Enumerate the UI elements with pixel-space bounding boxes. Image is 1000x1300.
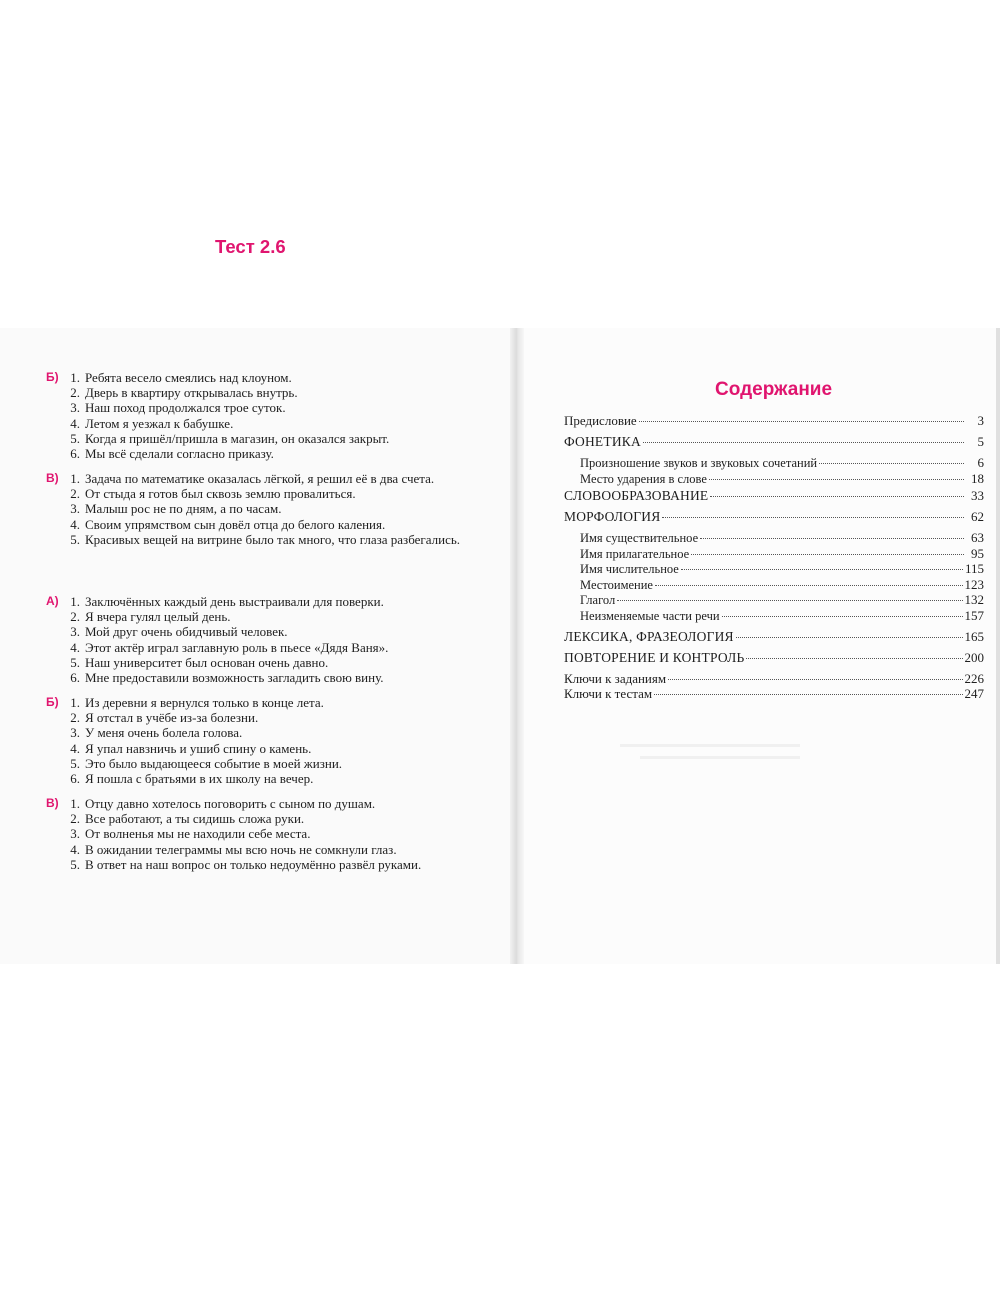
item-number: 5.	[70, 531, 80, 547]
section-letter	[46, 431, 64, 446]
toc-leader-dots	[722, 616, 963, 617]
toc-leader-dots	[681, 569, 963, 570]
toc-entry	[564, 488, 984, 509]
toc-entry-title: Произношение звуков и звуковых сочетаний	[580, 456, 818, 470]
toc-page-number: 5	[977, 434, 984, 449]
toc-page-number: 200	[964, 649, 984, 665]
section-letter	[46, 857, 64, 872]
toc-entry	[564, 471, 984, 488]
item-number: 5.	[70, 856, 80, 872]
answer-item	[46, 370, 506, 385]
item-text: Я пошла с братьями в их школу на вечер.	[85, 770, 314, 786]
answer-item	[46, 655, 506, 670]
item-number: 2.	[70, 385, 80, 401]
answer-item	[46, 446, 506, 461]
book-gutter	[510, 328, 524, 964]
item-text: Заключённых каждый день выстраивали для поверки.	[85, 594, 384, 609]
toc-entry-title: ЛЕКСИКА, ФРАЗЕОЛОГИЯ	[564, 628, 734, 644]
section-letter	[46, 710, 64, 725]
toc-leader-dots	[639, 421, 964, 422]
toc-leader-dots	[654, 694, 962, 695]
test-title: Тест 2.6	[215, 236, 286, 257]
section-letter	[46, 741, 64, 756]
answer-item	[46, 695, 506, 710]
item-number: 3.	[70, 826, 80, 842]
item-text: Мой друг очень обидчивый человек.	[85, 624, 288, 640]
section-letter	[46, 517, 64, 532]
item-number: 3.	[70, 501, 80, 517]
answer-item	[46, 842, 506, 857]
section-letter: Б)	[46, 370, 59, 384]
answer-item	[46, 640, 506, 655]
toc-leader-dots	[746, 658, 962, 659]
toc-entry-title: Место ударения в слове	[580, 472, 707, 486]
answer-item	[46, 532, 506, 547]
toc-page-number: 132	[964, 592, 984, 607]
item-text: Отцу давно хотелось поговорить с сыном по душам.	[85, 796, 376, 811]
toc-leader-dots	[736, 637, 963, 638]
answer-item	[46, 624, 506, 639]
item-number: 1.	[70, 370, 80, 385]
item-text: Это было выдающееся событие в моей жизни.	[85, 755, 343, 771]
answer-item	[46, 609, 506, 624]
toc-page-number: 6	[977, 455, 984, 470]
answer-item	[46, 385, 506, 400]
section-letter	[46, 826, 64, 841]
item-text: Все работают, а ты сидишь сложа руки.	[85, 811, 305, 827]
item-text: Задача по математике оказалась лёгкой, я решил её в два счета.	[85, 471, 435, 486]
section-letter	[46, 670, 64, 685]
toc-entry-title: ПОВТОРЕНИЕ И КОНТРОЛЬ	[564, 649, 745, 665]
answer-block-v	[46, 471, 506, 547]
toc-entry-title: Ключи к тестам	[564, 686, 653, 701]
toc-leader-dots	[710, 496, 964, 497]
answer-item	[46, 710, 506, 725]
item-number: 4.	[70, 415, 80, 431]
item-number: 4.	[70, 841, 80, 857]
section-letter	[46, 725, 64, 740]
item-number: 2.	[70, 710, 80, 726]
item-text: Я отстал в учёбе из-за болезни.	[85, 710, 259, 726]
item-text: Из деревни я вернулся только в конце лета.	[85, 695, 324, 710]
toc-entry-title: ФОНЕТИКА	[564, 434, 641, 449]
section-letter	[46, 501, 64, 516]
section-letter	[46, 640, 64, 655]
item-number: 2.	[70, 486, 80, 502]
toc-entry	[564, 413, 984, 434]
toc-entry-title: Ключи к заданиям	[564, 670, 667, 686]
answer-item	[46, 471, 506, 486]
section-letter	[46, 756, 64, 771]
answer-item	[46, 796, 506, 811]
toc-leader-dots	[617, 600, 962, 601]
toc-entry	[564, 530, 984, 546]
toc-entry	[564, 434, 984, 455]
toc-entry	[564, 509, 984, 530]
answer-item	[46, 756, 506, 771]
section-letter	[46, 446, 64, 461]
toc-page-number: 95	[971, 545, 984, 561]
item-number: 4.	[70, 740, 80, 756]
toc-leader-dots	[691, 554, 964, 555]
item-text: В ответ на наш вопрос он только недоумённо развёл руками.	[85, 856, 422, 872]
item-number: 2.	[70, 609, 80, 625]
section-letter	[46, 811, 64, 826]
toc-page-number: 247	[964, 686, 984, 701]
toc-entry-title: Местоимение	[580, 577, 653, 592]
toc-leader-dots	[643, 442, 964, 443]
section-letter	[46, 532, 64, 547]
toc-entry-title: Имя существительное	[580, 531, 699, 545]
item-number: 1.	[70, 594, 80, 609]
toc-entry	[564, 561, 984, 577]
toc-entry-title: Предисловие	[564, 413, 637, 428]
answer-item	[46, 501, 506, 516]
section-letter	[46, 385, 64, 400]
answer-item	[46, 725, 506, 740]
toc-leader-dots	[662, 517, 964, 518]
section-letter	[46, 771, 64, 786]
toc-entry	[564, 629, 984, 650]
section-letter: В)	[46, 471, 59, 485]
section-letter	[46, 416, 64, 431]
answer-item	[46, 400, 506, 415]
toc-entry	[564, 608, 984, 629]
answer-item	[46, 594, 506, 609]
toc-entry-title: Глагол	[580, 593, 616, 607]
answer-item	[46, 857, 506, 872]
table-of-contents	[564, 413, 984, 702]
item-number: 6.	[70, 445, 80, 461]
toc-entry-title: Имя числительное	[580, 562, 679, 576]
toc-entry	[564, 650, 984, 671]
toc-entry	[564, 592, 984, 608]
bleed-through-mark	[620, 744, 800, 747]
item-text: Своим упрямством сын довёл отца до белого каления.	[85, 516, 386, 532]
item-text: Ребята весело смеялись над клоуном.	[85, 370, 292, 385]
item-text: Летом я уезжал к бабушке.	[85, 415, 234, 431]
contents-title: Содержание	[715, 379, 833, 400]
section-letter	[46, 609, 64, 624]
answer-item	[46, 486, 506, 501]
item-text: Когда я пришёл/пришла в магазин, он оказался закрыт.	[85, 430, 390, 446]
toc-page-number: 115	[964, 561, 984, 576]
item-number: 4.	[70, 516, 80, 532]
toc-leader-dots	[819, 463, 964, 464]
item-text: Красивых вещей на витрине было так много, что глаза разбегались.	[85, 531, 461, 547]
item-number: 3.	[70, 400, 80, 416]
toc-page-number: 123	[964, 576, 984, 592]
item-number: 5.	[70, 755, 80, 771]
toc-page-number: 18	[971, 471, 984, 486]
item-number: 1.	[70, 471, 80, 486]
toc-page-number: 3	[977, 413, 984, 428]
section-letter: А)	[46, 594, 59, 608]
item-number: 6.	[70, 770, 80, 786]
section-letter	[46, 842, 64, 857]
item-text: От волненья мы не находили себе места.	[85, 826, 311, 842]
toc-entry	[564, 546, 984, 562]
item-number: 1.	[70, 695, 80, 710]
item-text: Я вчера гулял целый день.	[85, 609, 231, 625]
item-text: Я упал навзничь и ушиб спину о камень.	[85, 740, 312, 756]
item-text: Мы всё сделали согласно приказу.	[85, 445, 274, 461]
item-text: Мне предоставили возможность загладить свою вину.	[85, 669, 384, 685]
toc-entry	[564, 671, 984, 687]
toc-page-number: 157	[964, 607, 984, 623]
item-text: Дверь в квартиру открывалась внутрь.	[85, 385, 298, 401]
answer-block-b	[46, 370, 506, 461]
page-edge	[996, 328, 1000, 964]
item-number: 5.	[70, 430, 80, 446]
answer-item	[46, 431, 506, 446]
toc-page-number: 62	[971, 509, 984, 524]
item-number: 3.	[70, 624, 80, 640]
answer-item	[46, 826, 506, 841]
toc-leader-dots	[709, 479, 964, 480]
section-letter: Б)	[46, 695, 59, 709]
toc-leader-dots	[668, 679, 962, 680]
item-text: У меня очень болела голова.	[85, 725, 243, 741]
toc-page-number: 165	[964, 628, 984, 644]
toc-page-number: 63	[971, 530, 984, 545]
toc-entry-title: Имя прилагательное	[580, 546, 690, 561]
answer-item	[46, 670, 506, 685]
item-number: 4.	[70, 639, 80, 655]
toc-entry-title: СЛОВООБРАЗОВАНИЕ	[564, 488, 709, 503]
item-number: 2.	[70, 811, 80, 827]
section-letter	[46, 400, 64, 415]
item-number: 6.	[70, 669, 80, 685]
answer-item	[46, 741, 506, 756]
section-letter: В)	[46, 796, 59, 810]
item-text: Малыш рос не по дням, а по часам.	[85, 501, 282, 517]
toc-page-number: 226	[964, 670, 984, 686]
toc-entry-title: Неизменяемые части речи	[580, 608, 720, 623]
section-letter	[46, 486, 64, 501]
answer-item	[46, 517, 506, 532]
bleed-through-mark	[640, 756, 800, 759]
answer-block-v	[46, 796, 506, 872]
toc-leader-dots	[700, 538, 964, 539]
toc-entry	[564, 577, 984, 593]
item-text: В ожидании телеграммы мы всю ночь не сомкнули глаз.	[85, 841, 397, 857]
item-number: 5.	[70, 654, 80, 670]
item-text: Наш поход продолжался трое суток.	[85, 400, 286, 416]
item-number: 1.	[70, 796, 80, 811]
toc-entry	[564, 455, 984, 471]
item-text: Наш университет был основан очень давно.	[85, 654, 329, 670]
toc-entry-title: МОРФОЛОГИЯ	[564, 509, 661, 524]
answer-item	[46, 811, 506, 826]
toc-page-number: 33	[971, 488, 984, 503]
section-letter	[46, 655, 64, 670]
section-letter	[46, 624, 64, 639]
item-number: 3.	[70, 725, 80, 741]
item-text: Этот актёр играл заглавную роль в пьесе «Дядя Ваня».	[85, 639, 389, 655]
answer-block-a	[46, 594, 506, 685]
answer-item	[46, 771, 506, 786]
answer-block-b	[46, 695, 506, 786]
answer-item	[46, 416, 506, 431]
item-text: От стыда я готов был сквозь землю провалиться.	[85, 486, 356, 502]
toc-entry	[564, 686, 984, 702]
toc-leader-dots	[655, 585, 963, 586]
